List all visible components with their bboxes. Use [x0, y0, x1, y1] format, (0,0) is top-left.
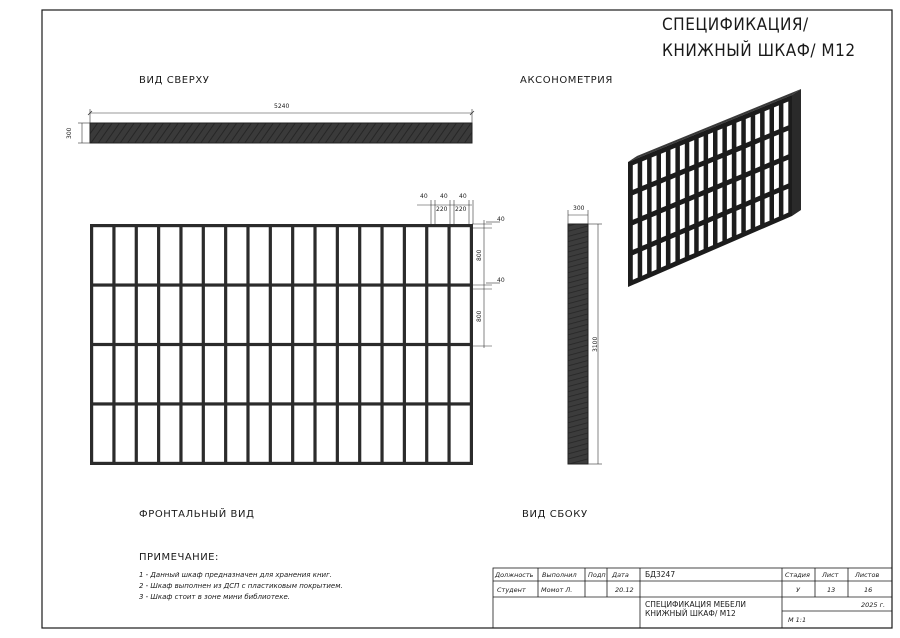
front-cell: [294, 287, 313, 343]
front-cell: [384, 287, 403, 343]
axo-cell-opening: [671, 148, 676, 174]
cell-220-dimension: 220: [436, 206, 448, 213]
tb-value-stage: У: [796, 586, 800, 594]
front-cell: [183, 227, 202, 283]
axo-cell-opening: [727, 213, 732, 239]
sheet-title-line1: СПЕЦИФИКАЦИЯ/: [662, 15, 809, 35]
axo-cell-opening: [783, 189, 788, 215]
front-cell: [160, 346, 179, 402]
axo-cell-opening: [671, 207, 676, 233]
front-cell: [451, 287, 470, 343]
front-cell: [250, 227, 269, 283]
axonometry-label: АКСОНОМЕТРИЯ: [520, 75, 613, 86]
tb-header-signature: Подп: [588, 571, 606, 579]
front-cell: [93, 227, 112, 283]
axo-cell-opening: [699, 136, 704, 162]
front-cell: [272, 227, 291, 283]
front-cell: [317, 406, 336, 462]
axo-cell-opening: [652, 245, 657, 272]
front-cell: [183, 287, 202, 343]
front-cell: [428, 406, 447, 462]
axo-cell-opening: [708, 191, 713, 217]
front-cell: [406, 227, 425, 283]
tb-header-position: Должность: [495, 571, 534, 579]
front-cell: [138, 346, 157, 402]
front-cell: [227, 346, 246, 402]
front-cell: [93, 346, 112, 402]
front-cell: [227, 406, 246, 462]
axo-cell-opening: [642, 219, 647, 246]
tb-value-date: 20.12: [615, 586, 634, 594]
front-cell: [294, 227, 313, 283]
notes-heading: ПРИМЕЧАНИЕ:: [139, 552, 219, 563]
axo-cell-opening: [718, 158, 723, 184]
front-cell: [138, 406, 157, 462]
front-cell: [451, 227, 470, 283]
front-cell: [116, 227, 135, 283]
front-cell: [205, 406, 224, 462]
axo-cell-opening: [718, 129, 723, 155]
front-cell: [205, 287, 224, 343]
axo-cell-opening: [736, 150, 741, 176]
note-item: 1 - Данный шкаф предназначен для хранения книг.: [139, 571, 332, 579]
side-view-label: ВИД СБОКУ: [522, 509, 588, 520]
axo-cell-opening: [727, 125, 732, 151]
front-cell: [116, 346, 135, 402]
tb-value-performed: Момот Л.: [541, 586, 573, 594]
frame-40-dimension: 40: [440, 193, 448, 200]
axo-cell-opening: [699, 166, 704, 192]
frame-40-dimension: 40: [459, 193, 467, 200]
tb-header-date: Дата: [612, 571, 629, 579]
axo-cell-opening: [699, 225, 704, 251]
tb-document-code: БД3247: [645, 570, 676, 579]
axo-cell-opening: [661, 152, 666, 178]
row-800-dimension: 800: [476, 249, 483, 261]
front-cell: [250, 346, 269, 402]
axo-cell-opening: [718, 217, 723, 243]
axo-cell-opening: [736, 121, 741, 147]
front-cell: [428, 346, 447, 402]
front-view-label: ФРОНТАЛЬНЫЙ ВИД: [139, 509, 255, 520]
front-cell: [384, 406, 403, 462]
top-view-drawing: [78, 109, 474, 143]
axo-cell-opening: [746, 117, 751, 143]
axo-cell-opening: [765, 138, 770, 164]
frame-40-right-dimension: 40: [497, 277, 505, 284]
axo-cell-opening: [727, 184, 732, 210]
note-item: 3 - Шкаф стоит в зоне мини библиотеке.: [139, 593, 290, 601]
front-cell: [406, 287, 425, 343]
front-cell: [406, 406, 425, 462]
axo-cell-opening: [680, 203, 685, 229]
axo-cell-opening: [680, 233, 685, 259]
front-cell: [451, 346, 470, 402]
axo-cell-opening: [689, 170, 694, 196]
axo-cell-opening: [642, 159, 647, 186]
axo-cell-opening: [736, 209, 741, 235]
top-depth-dimension: 300: [66, 127, 73, 139]
tb-spec-line1: СПЕЦИФИКАЦИЯ МЕБЕЛИ: [645, 600, 746, 609]
axo-cell-opening: [671, 237, 676, 264]
front-cell: [160, 227, 179, 283]
front-cell: [294, 346, 313, 402]
front-cell: [339, 227, 358, 283]
axo-cell-opening: [708, 162, 713, 188]
front-cell: [138, 287, 157, 343]
top-view-panel: [90, 123, 472, 143]
front-cell: [93, 406, 112, 462]
sheet-title: [662, 12, 856, 64]
axo-cell-opening: [689, 229, 694, 255]
axo-cell-opening: [765, 109, 770, 135]
axo-cell-opening: [755, 113, 760, 139]
front-cell: [183, 346, 202, 402]
top-width-dimension: 5240: [274, 103, 290, 110]
axo-cell-opening: [783, 102, 788, 128]
cell-220-dimension: 220: [455, 206, 467, 213]
front-cell: [138, 227, 157, 283]
axo-cell-opening: [783, 160, 788, 186]
front-cell: [272, 287, 291, 343]
front-cell: [428, 227, 447, 283]
front-cell: [317, 287, 336, 343]
front-cell: [272, 406, 291, 462]
frame-40-dimension: 40: [420, 193, 428, 200]
front-cell: [227, 227, 246, 283]
front-cell: [428, 287, 447, 343]
axo-cell-opening: [633, 193, 638, 220]
front-cell: [227, 287, 246, 343]
tb-header-stage: Стадия: [785, 571, 810, 579]
axo-cell-opening: [671, 178, 676, 205]
front-cell: [361, 287, 380, 343]
axo-cell-opening: [765, 197, 770, 223]
front-cell: [272, 346, 291, 402]
front-cell: [183, 406, 202, 462]
axo-cell-opening: [661, 241, 666, 268]
axo-cell-opening: [689, 199, 694, 225]
front-cell: [451, 406, 470, 462]
front-cell: [205, 346, 224, 402]
tb-value-sheet: 13: [827, 586, 836, 594]
front-cell: [339, 287, 358, 343]
axo-cell-opening: [755, 172, 760, 198]
axo-cell-opening: [774, 135, 779, 161]
tb-scale: М 1:1: [788, 616, 807, 624]
tb-value-position: Студент: [497, 586, 526, 594]
front-cell: [160, 406, 179, 462]
axo-cell-opening: [633, 163, 638, 190]
front-cell: [317, 227, 336, 283]
side-depth-dimension: 300: [573, 205, 585, 212]
front-cell: [339, 406, 358, 462]
axo-cell-opening: [689, 140, 694, 166]
axo-cell-opening: [755, 201, 760, 227]
axo-cell-opening: [652, 185, 657, 212]
axo-cell-opening: [699, 195, 704, 221]
axo-cell-opening: [633, 253, 638, 280]
axo-cell-opening: [736, 180, 741, 206]
axo-cell-opening: [708, 132, 713, 158]
axo-cell-opening: [661, 211, 666, 238]
front-view-drawing: [90, 224, 473, 465]
axonometry-drawing: [628, 89, 801, 287]
front-cell: [116, 406, 135, 462]
axo-cell-opening: [746, 176, 751, 202]
tb-year: 2025 г.: [861, 601, 886, 609]
axo-cell-opening: [708, 221, 713, 247]
front-cell: [294, 406, 313, 462]
side-height-dimension: 3100: [592, 336, 599, 352]
axo-cell-opening: [783, 131, 788, 157]
sheet-title-line2: КНИЖНЫЙ ШКАФ/ М12: [662, 41, 856, 61]
front-cell: [205, 227, 224, 283]
axo-cell-opening: [727, 154, 732, 180]
front-cell: [384, 227, 403, 283]
axo-cell-opening: [652, 215, 657, 242]
axo-cell-opening: [718, 187, 723, 213]
front-cell: [406, 346, 425, 402]
front-cell: [361, 406, 380, 462]
tb-value-sheets: 16: [864, 586, 873, 594]
axo-cell-opening: [774, 164, 779, 190]
front-cell: [160, 287, 179, 343]
front-cell: [339, 346, 358, 402]
front-cell: [93, 287, 112, 343]
axo-cell-opening: [774, 193, 779, 219]
axo-cell-opening: [642, 189, 647, 216]
front-cell: [361, 227, 380, 283]
front-cell: [361, 346, 380, 402]
axo-cell-opening: [680, 144, 685, 170]
axo-cell-opening: [746, 205, 751, 231]
axo-side-face: [792, 89, 801, 216]
axo-cell-opening: [661, 181, 666, 208]
front-cell: [250, 406, 269, 462]
axo-cell-opening: [765, 168, 770, 194]
axo-cell-opening: [774, 105, 779, 131]
tb-header-sheet: Лист: [822, 571, 839, 579]
front-cell: [384, 346, 403, 402]
note-item: 2 - Шкаф выполнен из ДСП с пластиковым покрытием.: [139, 582, 343, 590]
tb-header-performed: Выполнил: [542, 571, 577, 579]
tb-spec-line2: КНИЖНЫЙ ШКАФ/ М12: [645, 609, 736, 618]
front-cell: [116, 287, 135, 343]
axo-cell-opening: [642, 249, 647, 276]
row-800-dimension: 800: [476, 310, 483, 322]
front-cell: [250, 287, 269, 343]
front-cell: [317, 346, 336, 402]
top-view-label: ВИД СВЕРХУ: [139, 75, 210, 86]
axo-cell-opening: [633, 223, 638, 250]
axo-cell-opening: [680, 174, 685, 200]
tb-header-sheets: Листов: [855, 571, 880, 579]
frame-40-right-dimension: 40: [497, 216, 505, 223]
side-view-panel: [568, 224, 588, 464]
axo-cell-opening: [652, 156, 657, 183]
axo-cell-opening: [755, 142, 760, 168]
axo-cell-opening: [746, 146, 751, 172]
